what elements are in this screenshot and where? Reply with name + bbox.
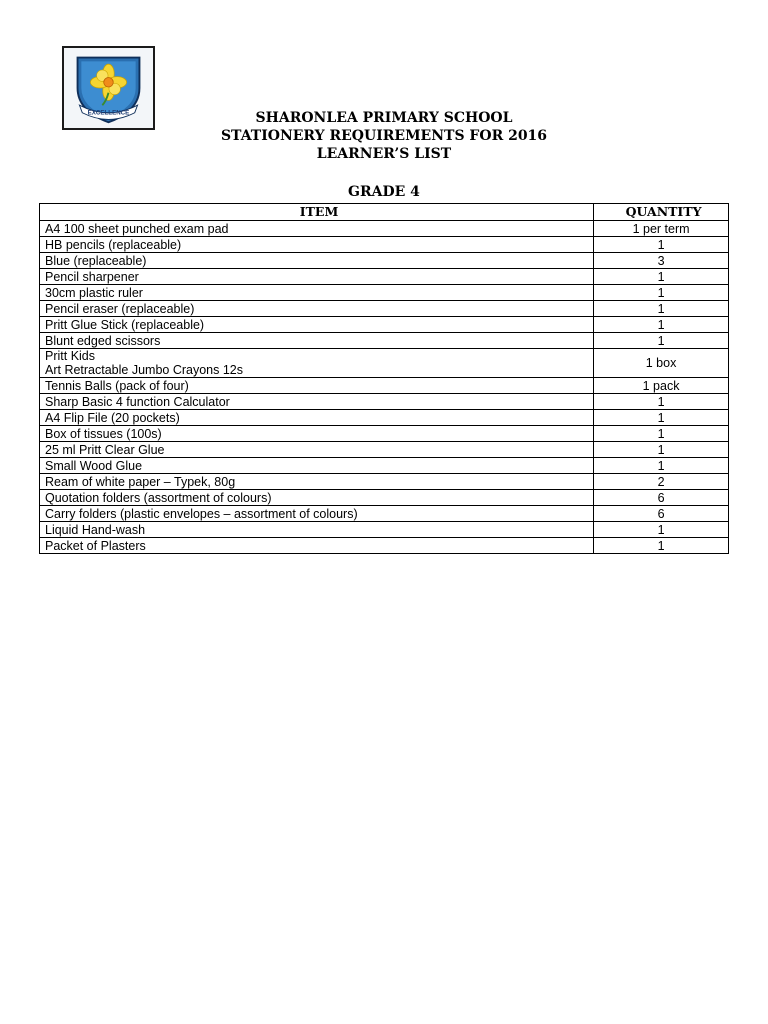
- item-text: Pencil sharpener: [45, 269, 139, 284]
- item-text: A4 Flip File (20 pockets): [45, 410, 180, 425]
- item-text: Packet of Plasters: [45, 538, 146, 553]
- item-cell: [40, 474, 594, 490]
- item-cell: [40, 378, 594, 394]
- item-cell: [40, 394, 594, 410]
- quantity-cell: 1: [594, 458, 729, 474]
- quantity-cell: 1: [594, 522, 729, 538]
- item-text: 30cm plastic ruler: [45, 285, 143, 300]
- item-text: 25 ml Pritt Clear Glue: [45, 442, 165, 457]
- quantity-cell: 3: [594, 253, 729, 269]
- table-row: [40, 237, 729, 253]
- table-row: [40, 349, 729, 378]
- table-row: [40, 506, 729, 522]
- item-text: Tennis Balls (pack of four): [45, 378, 189, 393]
- table-row: [40, 317, 729, 333]
- quantity-cell: 1 box: [594, 349, 729, 378]
- item-text: A4 100 sheet punched exam pad: [45, 221, 229, 236]
- item-cell: [40, 410, 594, 426]
- table-row: [40, 426, 729, 442]
- item-text: Liquid Hand-wash: [45, 522, 146, 537]
- item-cell: [40, 269, 594, 285]
- list-subtitle: STATIONERY REQUIREMENTS FOR 2016: [220, 128, 548, 144]
- item-text: Pritt Kids: [45, 349, 96, 363]
- column-header-item: ITEM: [40, 204, 594, 221]
- quantity-cell: 1: [594, 285, 729, 301]
- quantity-cell: 1: [594, 317, 729, 333]
- table-row: [40, 333, 729, 349]
- table-header-row: [40, 204, 729, 221]
- quantity-cell: 1: [594, 237, 729, 253]
- quantity-cell: 6: [594, 490, 729, 506]
- quantity-cell: 1: [594, 301, 729, 317]
- quantity-cell: 1: [594, 394, 729, 410]
- quantity-cell: 1 pack: [594, 378, 729, 394]
- table-row: [40, 301, 729, 317]
- item-cell: [40, 522, 594, 538]
- item-text: HB pencils (replaceable): [45, 237, 182, 252]
- item-cell: [40, 426, 594, 442]
- column-header-quantity: QUANTITY: [594, 204, 729, 221]
- item-cell: [40, 349, 594, 378]
- table-row: [40, 474, 729, 490]
- quantity-cell: 1: [594, 426, 729, 442]
- item-cell: [40, 490, 594, 506]
- item-cell: [40, 301, 594, 317]
- quantity-cell: 1 per term: [594, 221, 729, 237]
- table-row: [40, 269, 729, 285]
- item-text-line2: Art Retractable Jumbo Crayons 12s: [45, 363, 244, 377]
- item-text: Box of tissues (100s): [45, 426, 162, 441]
- item-cell: [40, 221, 594, 237]
- quantity-cell: 6: [594, 506, 729, 522]
- quantity-cell: 1: [594, 538, 729, 554]
- item-text: Sharp Basic 4 function Calculator: [45, 394, 230, 409]
- item-text: Small Wood Glue: [45, 458, 143, 473]
- requirements-table: [39, 203, 729, 554]
- item-cell: [40, 333, 594, 349]
- svg-text:EXCELLENCE: EXCELLENCE: [87, 109, 130, 117]
- item-cell: [40, 253, 594, 269]
- quantity-cell: 1: [594, 410, 729, 426]
- quantity-cell: 2: [594, 474, 729, 490]
- item-text: Pritt Glue Stick (replaceable): [45, 317, 205, 332]
- table-row: [40, 378, 729, 394]
- item-cell: [40, 317, 594, 333]
- quantity-cell: 1: [594, 442, 729, 458]
- school-name: SHARONLEA PRIMARY SCHOOL: [255, 110, 513, 126]
- table-row: [40, 285, 729, 301]
- item-cell: [40, 237, 594, 253]
- table-row: [40, 410, 729, 426]
- table-row: [40, 522, 729, 538]
- list-name: LEARNER’S LIST: [316, 146, 452, 162]
- item-text: Pencil eraser (replaceable): [45, 301, 195, 316]
- item-cell: [40, 442, 594, 458]
- item-cell: [40, 538, 594, 554]
- quantity-cell: 1: [594, 269, 729, 285]
- table-row: [40, 538, 729, 554]
- item-text: Carry folders (plastic envelopes – assortment of colours): [45, 506, 358, 521]
- table-row: [40, 458, 729, 474]
- table-row: [40, 490, 729, 506]
- item-cell: [40, 458, 594, 474]
- item-text: Ream of white paper – Typek, 80g: [45, 474, 236, 489]
- item-text: Blue (replaceable): [45, 253, 147, 268]
- table-row: [40, 253, 729, 269]
- item-cell: [40, 285, 594, 301]
- table-row: [40, 221, 729, 237]
- item-text: Quotation folders (assortment of colours): [45, 490, 272, 505]
- item-text: Blunt edged scissors: [45, 333, 161, 348]
- table-row: [40, 442, 729, 458]
- quantity-cell: 1: [594, 333, 729, 349]
- table-row: [40, 394, 729, 410]
- item-cell: [40, 506, 594, 522]
- grade-title: GRADE 4: [348, 184, 420, 200]
